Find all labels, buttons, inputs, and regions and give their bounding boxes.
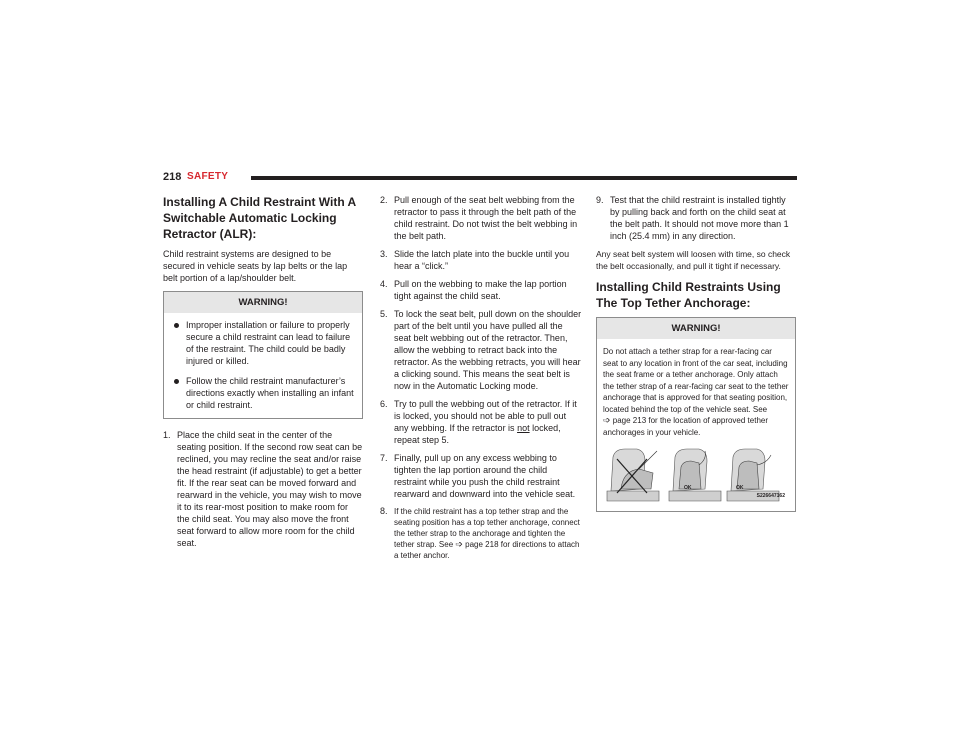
warning-text-pre: Do not attach a tether strap for a rear-facing car seat to any location in front of the car seat, including the seat frame or a tether anchorage. Only attach the tether strap of a rear-facing car seat to the tether anchorage that is approved for that seating position, located behind the top of the vehicle seat. See xyxy=(603,347,789,414)
warning-box-right xyxy=(596,317,796,512)
step-number: 4. xyxy=(380,279,388,289)
section-title: SAFETY xyxy=(187,171,229,182)
maintenance-note: Any seat belt system will loosen with time, so check the belt occasionally, and pull it tight if necessary. xyxy=(596,249,791,271)
page-ref-link[interactable]: page 213 xyxy=(612,416,647,425)
step-text-pre: Try to pull the webbing out of the retractor. If it is locked, you should not be able to pull out any webbing. If the retractor is xyxy=(394,399,577,433)
seat-ok-1 xyxy=(669,449,721,501)
alr-heading: Installing A Child Restraint With A Switchable Automatic Locking Retractor (ALR): xyxy=(163,195,356,241)
step-number: 1. xyxy=(163,430,171,440)
right-column xyxy=(596,194,796,522)
step-item xyxy=(380,506,582,561)
step-item xyxy=(163,429,363,549)
middle-column xyxy=(380,194,582,567)
page-ref-arrow-icon: ➩ xyxy=(603,415,611,425)
step-text xyxy=(394,399,577,445)
page-header xyxy=(163,171,797,185)
steps-list-middle xyxy=(380,194,582,561)
step-number: 9. xyxy=(596,195,604,205)
ok-label: OK xyxy=(736,485,744,491)
step-item xyxy=(380,398,582,446)
warning-bullet-text: Improper installation or failure to properly secure a child restraint can lead to failure of the restraint. The child could be badly injured or killed. xyxy=(186,320,351,366)
page-ref-arrow-icon: ➩ xyxy=(455,539,463,549)
warning-title: WARNING! xyxy=(164,292,362,313)
step-number: 7. xyxy=(380,453,388,463)
step-text-emphasis: not xyxy=(517,423,530,433)
warning-bullet-text: Follow the child restraint manufacturer’s directions exactly when installing an infant or child restraint. xyxy=(186,376,354,410)
step-text: Pull on the webbing to make the lap portion tight against the child seat. xyxy=(394,279,567,301)
step-text: Place the child seat in the center of the seating position. If the second row seat can be reclined, you may recline the seat and/or raise the head restraint (if adjustable) to get a better fit. If the rear seat can be moved forward and rearward in the vehicle, you may wish to move it to its rear-most position to make room for the child seat. You may also move the front seat forward to allow more room for the child seat. xyxy=(177,430,363,548)
step-item xyxy=(380,308,582,392)
bullet-icon xyxy=(174,323,179,328)
step-item xyxy=(380,248,582,272)
warning-bullet xyxy=(171,319,355,367)
bullet-icon xyxy=(174,379,179,384)
page-ref-link[interactable]: page 218 xyxy=(465,540,499,549)
steps-list-left xyxy=(163,429,363,549)
step-text: Test that the child restraint is installed tightly by pulling back and forth on the child seat at the belt path. It should not move more than 1 inch (25.4 mm) in any direction. xyxy=(610,195,789,241)
warning-body xyxy=(597,339,795,511)
step-number: 6. xyxy=(380,399,388,409)
header-rule xyxy=(251,176,797,180)
warning-box-left xyxy=(163,291,363,419)
step-item xyxy=(380,452,582,500)
step-text: Slide the latch plate into the buckle until you hear a “click.” xyxy=(394,249,570,271)
tether-heading: Installing Child Restraints Using The Top Tether Anchorage: xyxy=(596,280,781,310)
left-column xyxy=(163,194,363,555)
step-text xyxy=(394,507,580,560)
step-text-pre: If the child restraint has a top tether strap and the seating position has a top tether anchorage, connect the tether strap to the anchorage and tighten the tether strap. See xyxy=(394,507,580,549)
seat-incorrect xyxy=(607,449,659,501)
warning-title: WARNING! xyxy=(597,318,795,339)
step-text: Pull enough of the seat belt webbing from the retractor to pass it through the belt path of the child restraint. Do not twist the belt webbing in the belt path. xyxy=(394,195,578,241)
warning-body xyxy=(164,313,362,418)
step-number: 3. xyxy=(380,249,388,259)
step-text: Finally, pull up on any excess webbing to tighten the lap portion around the child restraint while you push the child restraint rearward and downward into the vehicle seat. xyxy=(394,453,576,499)
step-item xyxy=(596,194,796,242)
step-text-post: for directions to attach a tether anchor. xyxy=(394,540,580,560)
step-item xyxy=(380,278,582,302)
step-number: 5. xyxy=(380,309,388,319)
steps-list-right xyxy=(596,194,796,242)
step-number: 8. xyxy=(380,506,388,516)
figure-code: S226647162 xyxy=(756,492,785,499)
warning-bullet xyxy=(171,375,355,411)
page-number: 218 xyxy=(163,171,182,183)
step-item xyxy=(380,194,582,242)
step-text-post: locked, repeat step 5. xyxy=(394,423,561,445)
step-number: 2. xyxy=(380,195,388,205)
step-text: To lock the seat belt, pull down on the shoulder part of the belt until you have pulled all the seat belt webbing out of the retractor. Then, allow the webbing to retract back into the retractor. As the webbing retracts, you will hear a clicking sound. This means the seat belt is now in the Automatic Locking mode. xyxy=(394,309,582,391)
warning-text-post: for the location of approved tether anchorages in your vehicle. xyxy=(603,416,769,437)
alr-intro: Child restraint systems are designed to be secured in vehicle seats by lap belts or the lap belt portion of a lap/shoulder belt. xyxy=(163,249,348,283)
ok-label: OK xyxy=(684,485,692,491)
tether-illustration xyxy=(603,443,791,505)
